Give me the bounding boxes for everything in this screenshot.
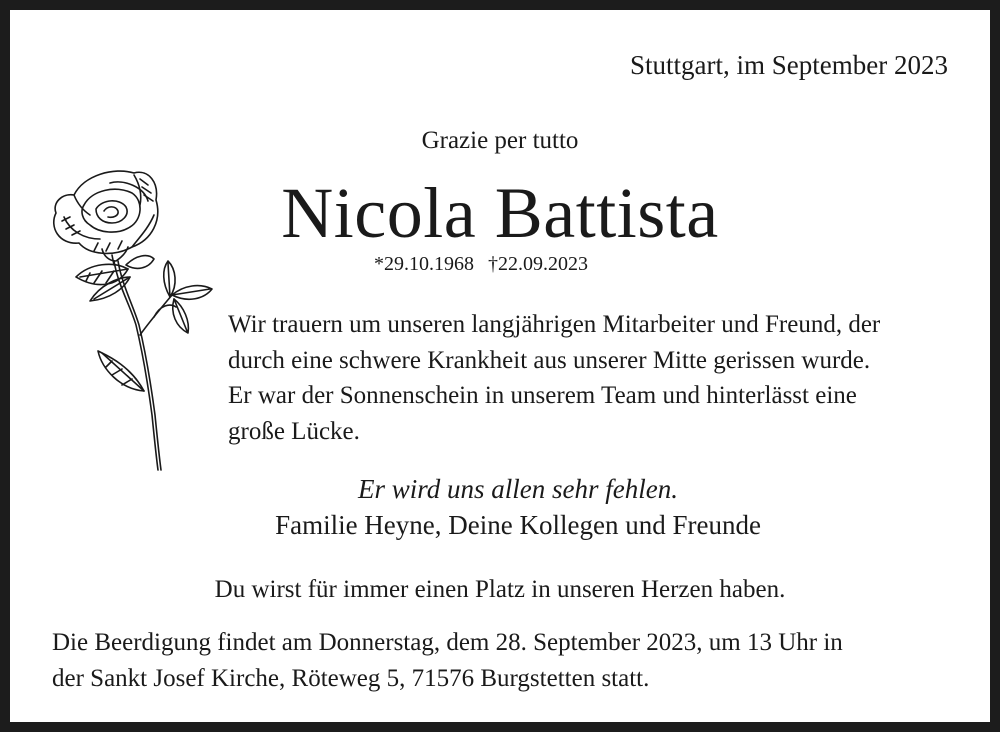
rose-icon <box>44 165 219 475</box>
message-line: Wir trauern um unseren langjährigen Mitarbeiter und Freund, der <box>228 311 881 338</box>
funeral-info <box>52 625 843 696</box>
subtitle: Grazie per tutto <box>421 127 579 154</box>
funeral-line: Die Beerdigung findet am Donnerstag, dem 28. September 2023, um 13 Uhr in <box>52 629 843 656</box>
message-line: große Lücke. <box>228 417 360 445</box>
funeral-line: der Sankt Josef Kirche, Röteweg 5, 71576 Burgstetten statt. <box>52 664 650 692</box>
birth-date: *29.10.1968 <box>374 253 474 275</box>
message-line: Er war der Sonnenschein in unserem Team und hinterlässt eine <box>228 382 857 409</box>
life-dates <box>374 253 588 276</box>
message-paragraph <box>228 307 880 449</box>
place-date: Stuttgart, im September 2023 <box>630 50 948 80</box>
message-line: durch eine schwere Krankheit aus unserer Mitte gerissen wurde. <box>228 346 871 374</box>
deceased-name: Nicola Battista <box>281 173 719 253</box>
signature: Familie Heyne, Deine Kollegen und Freunde <box>275 510 761 540</box>
quote: Er wird uns allen sehr fehlen. <box>358 474 678 504</box>
closing-line: Du wirst für immer einen Platz in unseren Herzen haben. <box>214 576 786 603</box>
death-date: †22.09.2023 <box>488 253 588 275</box>
